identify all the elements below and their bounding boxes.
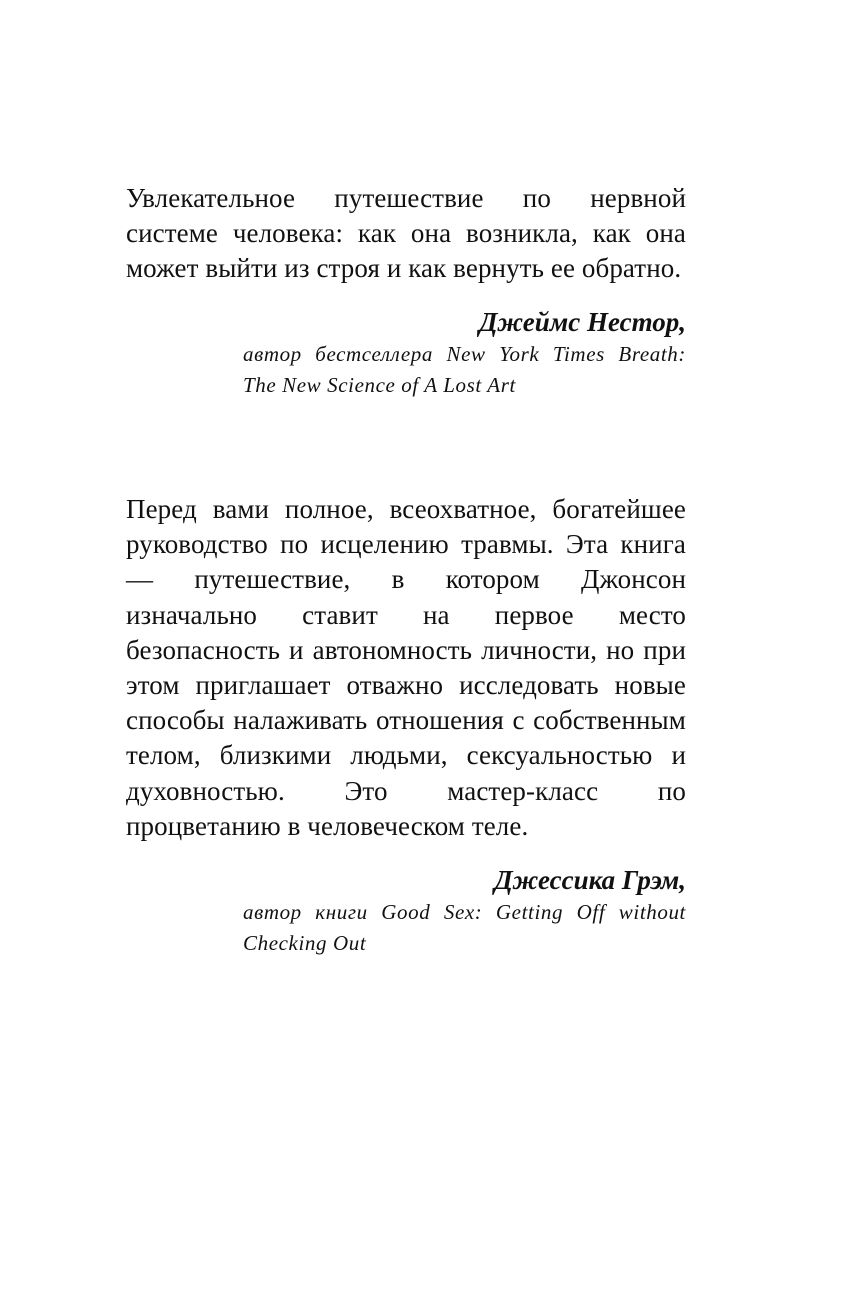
endorsement-nestor (126, 181, 686, 401)
endorsement-author: Джеймс Нестор, (478, 306, 686, 337)
endorsement-credential: автор книги Good Sex: Getting Off without Checking Out (243, 900, 686, 956)
endorsement-quote: Перед вами полное, всеохватное, богатейшее руководство по исцелению травмы. Эта книга — путешествие, в котором Джонсон изначально ставит на первое место безопасность и автономность личности, но при этом приглашает отважно исследовать новые способы налаживать отношения с собственным телом, близкими людьми, сексуальностью и духовностью. Это мастер-класс по процветанию в человеческом теле. (126, 494, 686, 841)
endorsement-quote: Увлекательное путешествие по нервной системе человека: как она возникла, как она может выйти из строя и как вернуть ее обратно. (126, 183, 686, 284)
endorsement-credential: автор бестселлера New York Times Breath: The New Science of A Lost Art (243, 341, 686, 397)
endorsement-author: Джессика Грэм, (494, 865, 686, 896)
endorsement-graham (126, 492, 686, 959)
